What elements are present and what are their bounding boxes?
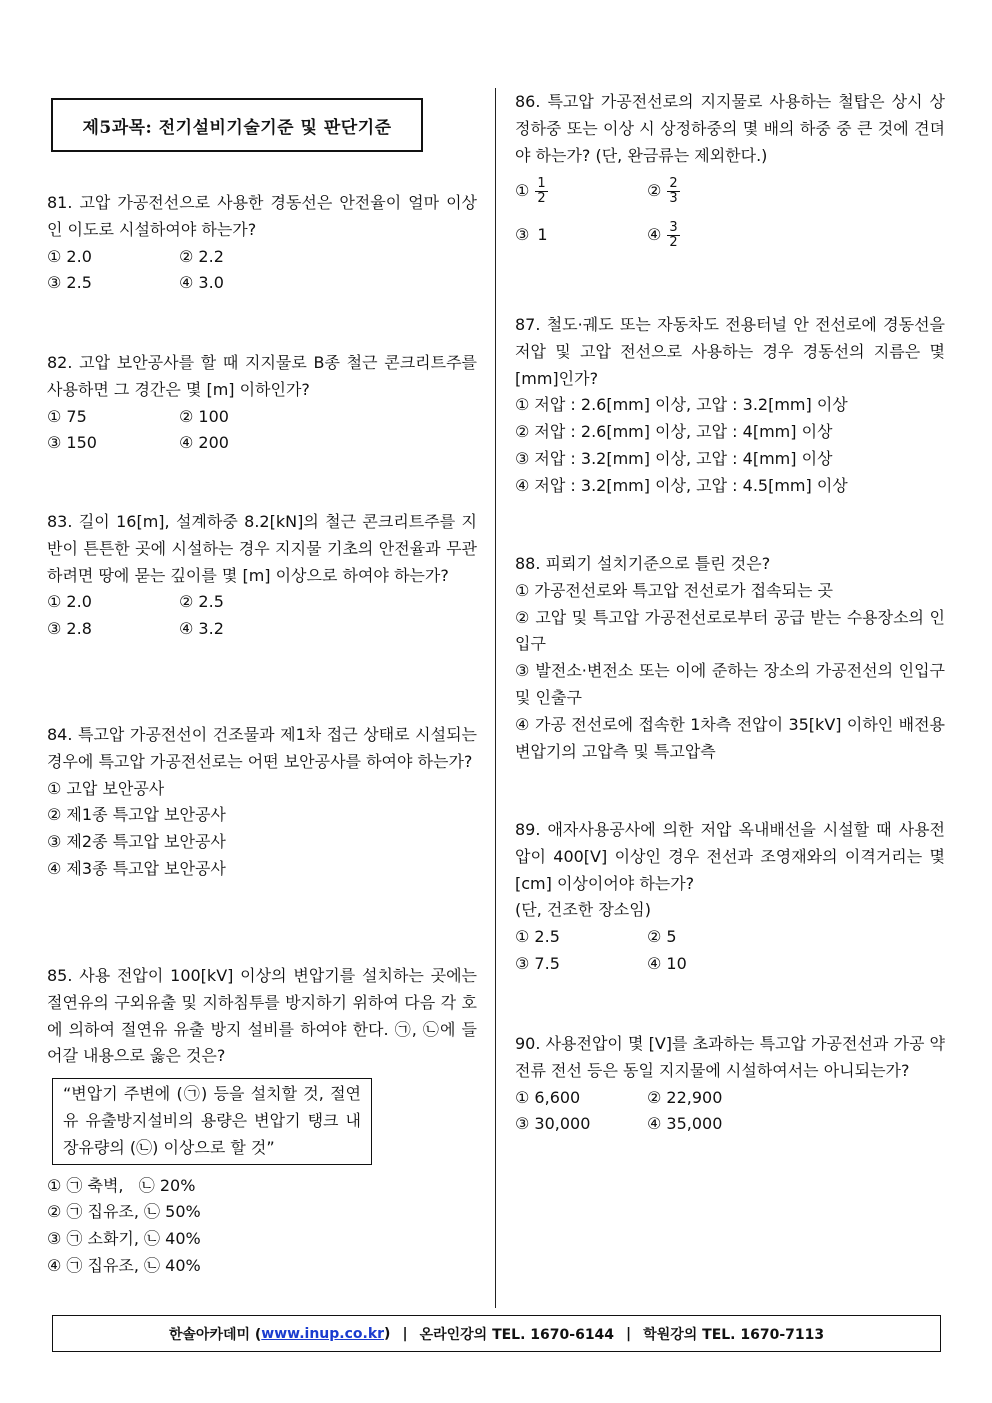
- question-stem: 83. 길이 16[m], 설계하중 8.2[kN]의 철근 콘크리트주를 지반이 튼튼한 곳에 시설하는 경우 지지물 기초의 안전율과 무관하려면 땅에 묻는 깊이를 몇 [m] 이상으로 하여야 하는가?: [47, 512, 477, 585]
- numerator: 3: [669, 219, 678, 235]
- online-contact: 온라인강의 TEL. 1670-6144: [419, 1326, 615, 1343]
- option-1[interactable]: ① 가공전선로와 특고압 전선로가 접속되는 곳: [515, 580, 833, 600]
- option-1[interactable]: ① 고압 보안공사: [47, 778, 165, 798]
- option-2[interactable]: ② 2.5: [179, 592, 224, 612]
- option-2[interactable]: ② 저압 : 2.6[mm] 이상, 고압 : 4[mm] 이상: [515, 422, 833, 442]
- option-3[interactable]: ③ 발전소·변전소 또는 이에 준하는 장소의 가공전선의 인입구 및 인출구: [515, 661, 945, 707]
- separator: |: [402, 1325, 408, 1342]
- question-stem: 84. 특고압 가공전선이 건조물과 제1차 접근 상태로 시설되는 경우에 특고압 가공전선로는 어떤 보안공사를 하여야 하는가?: [47, 725, 477, 771]
- option-4[interactable]: ④ 10: [647, 953, 687, 973]
- option-3[interactable]: ③ 150: [47, 433, 97, 453]
- option-3[interactable]: ③ 7.5: [515, 953, 560, 973]
- separator: |: [626, 1325, 632, 1342]
- fraction: [667, 177, 679, 206]
- option-2[interactable]: ② 22,900: [647, 1087, 723, 1107]
- fraction: [535, 177, 547, 206]
- option-1[interactable]: ① 2.0: [47, 246, 92, 266]
- question-81: [47, 190, 477, 297]
- numerator: 2: [669, 175, 678, 191]
- website-link[interactable]: www.inup.co.kr: [261, 1325, 385, 1342]
- option-2[interactable]: ② 100: [179, 406, 229, 426]
- question-stem: 81. 고압 가공전선으로 사용한 경동선은 안전율이 얼마 이상인 이도로 시설하여야 하는가?: [47, 193, 477, 239]
- option-2[interactable]: ② 제1종 특고압 보안공사: [47, 805, 226, 825]
- quote-box: “변압기 주변에 (㉠) 등을 설치할 것, 절연유 유출방지설비의 용량은 변압기 탱크 내 장유량의 (㉡) 이상으로 할 것”: [52, 1078, 372, 1164]
- question-83: [47, 509, 477, 643]
- option-marker: ④: [647, 224, 662, 244]
- options: [47, 404, 477, 458]
- option-value: 1: [537, 224, 548, 244]
- denominator: 2: [669, 234, 678, 250]
- option-3[interactable]: ③ ㉠ 소화기, ㉡ 40%: [47, 1229, 201, 1249]
- option-4[interactable]: ④ 3.2: [179, 619, 224, 639]
- footer-bar: [52, 1315, 941, 1352]
- question-note: (단, 건조한 장소임): [515, 900, 651, 920]
- denominator: 2: [537, 190, 546, 206]
- option-2[interactable]: ② 5: [647, 927, 677, 947]
- option-2[interactable]: ② ㉠ 집유조, ㉡ 50%: [47, 1202, 201, 1222]
- column-divider: [495, 88, 496, 1308]
- question-stem: 89. 애자사용공사에 의한 저압 옥내배선을 시설할 때 사용전압이 400[V] 이상인 경우 전선과 조영재와의 이격거리는 몇 [cm] 이상이어야 하는가?: [515, 820, 945, 893]
- option-4[interactable]: ④ 저압 : 3.2[mm] 이상, 고압 : 4.5[mm] 이상: [515, 475, 848, 495]
- denominator: 3: [669, 190, 678, 206]
- options: [515, 924, 945, 978]
- option-1[interactable]: ① 2.5: [515, 927, 560, 947]
- option-4[interactable]: [647, 215, 945, 255]
- option-3[interactable]: ③ 2.5: [47, 273, 92, 293]
- options: [47, 589, 477, 643]
- question-86: [515, 89, 945, 255]
- question-88: [515, 551, 945, 765]
- question-84: [47, 722, 477, 883]
- option-2[interactable]: ② 고압 및 특고압 가공전선로로부터 공급 받는 수용장소의 인입구: [515, 607, 945, 654]
- option-4[interactable]: ④ 200: [179, 433, 229, 453]
- question-stem: 85. 사용 전압이 100[kV] 이상의 변압기를 설치하는 곳에는 절연유의 구외유출 및 지하침투를 방지하기 위하여 다음 각 호에 의하여 절연유 유출 방지 설비를 하여야 한다. ㉠, ㉡에 들어갈 내용으로 옳은 것은?: [47, 966, 477, 1066]
- option-1[interactable]: ① ㉠ 축벽, ㉡ 20%: [47, 1175, 196, 1195]
- academy-name: 한솔아카데미 (: [168, 1326, 262, 1343]
- options: [47, 244, 477, 298]
- option-1[interactable]: [515, 171, 647, 211]
- question-82: [47, 350, 477, 457]
- option-2[interactable]: [647, 171, 945, 211]
- question-85: [47, 963, 477, 1280]
- option-3[interactable]: [515, 215, 647, 255]
- options: [515, 171, 945, 255]
- question-90: [515, 1031, 945, 1138]
- question-stem: 90. 사용전압이 몇 [V]를 초과하는 특고압 가공전선과 가공 약전류 전선 등은 동일 지지물에 시설하여서는 아니되는가?: [515, 1034, 945, 1080]
- option-4[interactable]: ④ 3.0: [179, 273, 224, 293]
- option-4[interactable]: ④ 가공 전선로에 접속한 1차측 전압이 35[kV] 이하인 배전용 변압기의 고압측 및 특고압측: [515, 714, 945, 761]
- options: [515, 1085, 945, 1139]
- fraction: [667, 221, 679, 250]
- question-stem: 88. 피뢰기 설치기준으로 틀린 것은?: [515, 554, 771, 573]
- option-3[interactable]: ③ 30,000: [515, 1114, 591, 1134]
- subject-title: 제5과목: 전기설비기술기준 및 판단기준: [51, 98, 423, 152]
- question-stem: 87. 철도·궤도 또는 자동차도 전용터널 안 전선로에 경동선을 저압 및 고압 전선으로 사용하는 경우 경동선의 지름은 몇 [mm]인가?: [515, 315, 945, 388]
- question-stem: 82. 고압 보안공사를 할 때 지지물로 B종 철근 콘크리트주를 사용하면 그 경간은 몇 [m] 이하인가?: [47, 353, 477, 399]
- numerator: 1: [537, 175, 546, 191]
- academy-close: ): [384, 1325, 391, 1342]
- option-1[interactable]: ① 저압 : 2.6[mm] 이상, 고압 : 3.2[mm] 이상: [515, 395, 848, 415]
- option-4[interactable]: ④ ㉠ 집유조, ㉡ 40%: [47, 1255, 201, 1275]
- option-3[interactable]: ③ 2.8: [47, 619, 92, 639]
- offline-contact: 학원강의 TEL. 1670-7113: [643, 1326, 825, 1343]
- option-4[interactable]: ④ 제3종 특고압 보안공사: [47, 858, 226, 878]
- option-marker: ③: [515, 224, 530, 244]
- question-stem: 86. 특고압 가공전선로의 지지물로 사용하는 철탑은 상시 상정하중 또는 이상 시 상정하중의 몇 배의 하중 중 큰 것에 견뎌야 하는가? (단, 완금류는 제외한다.): [515, 92, 945, 165]
- option-1[interactable]: ① 75: [47, 406, 87, 426]
- question-89: [515, 817, 945, 978]
- option-marker: ①: [515, 180, 530, 200]
- option-3[interactable]: ③ 저압 : 3.2[mm] 이상, 고압 : 4[mm] 이상: [515, 448, 833, 468]
- option-marker: ②: [647, 180, 662, 200]
- option-2[interactable]: ② 2.2: [179, 246, 224, 266]
- option-3[interactable]: ③ 제2종 특고압 보안공사: [47, 832, 226, 852]
- question-87: [515, 312, 945, 500]
- option-1[interactable]: ① 6,600: [515, 1087, 581, 1107]
- option-4[interactable]: ④ 35,000: [647, 1114, 723, 1134]
- option-1[interactable]: ① 2.0: [47, 592, 92, 612]
